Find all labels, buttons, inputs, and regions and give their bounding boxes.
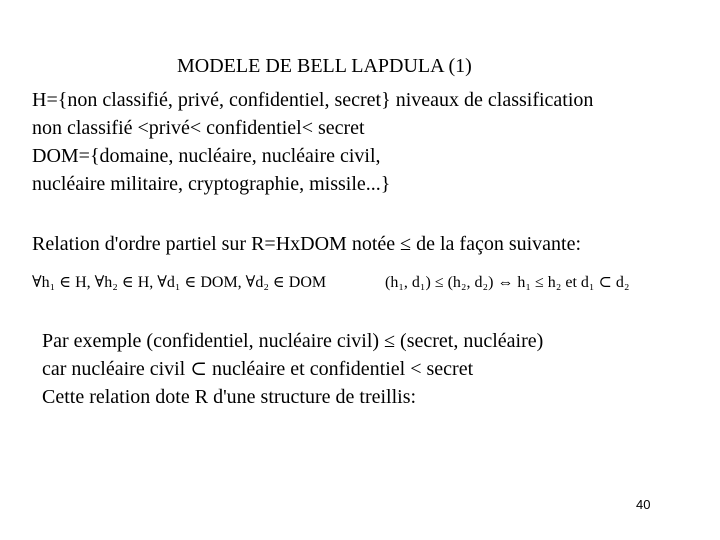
slide-title: MODELE DE BELL LAPDULA (1)	[177, 55, 472, 77]
text-line-classification-levels: H={non classifié, privé, confidentiel, secret} niveaux de classification	[32, 89, 594, 111]
example-line-3: Cette relation dote R d'une structure de treillis:	[42, 386, 417, 408]
formula-definition: (h₁, d₁) ≤ (h₂, d₂) ⇔ h₁ ≤ h₂ et d₁ ⊂ d₂	[385, 274, 630, 291]
page-number: 40	[636, 497, 651, 512]
text-line-relation: Relation d'ordre partiel sur R=HxDOM notée ≤ de la façon suivante:	[32, 233, 582, 255]
text-line-ordering: non classifié <privé< confidentiel< secret	[32, 117, 365, 139]
text-line-domains-1: DOM={domaine, nucléaire, nucléaire civil,	[32, 145, 381, 167]
example-line-2: car nucléaire civil ⊂ nucléaire et confidentiel < secret	[42, 358, 474, 380]
text-line-domains-2: nucléaire militaire, cryptographie, missile...}	[32, 173, 391, 195]
example-line-1: Par exemple (confidentiel, nucléaire civil) ≤ (secret, nucléaire)	[42, 330, 544, 352]
formula-quantifiers: ∀h₁ ∈ H, ∀h₂ ∈ H, ∀d₁ ∈ DOM, ∀d₂ ∈ DOM	[32, 274, 327, 291]
